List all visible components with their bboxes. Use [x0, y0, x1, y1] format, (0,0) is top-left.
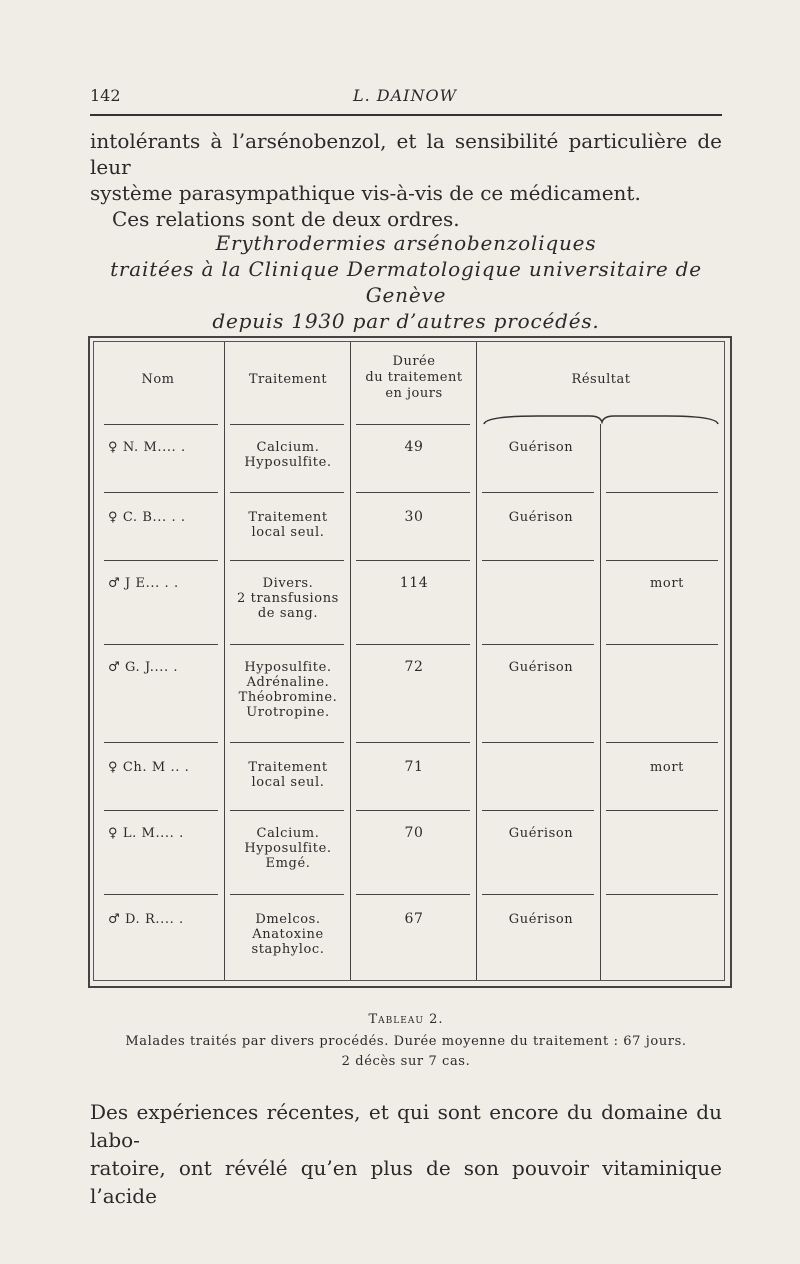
- row-separator: [606, 894, 718, 895]
- row-separator: [230, 810, 344, 811]
- cell-treatment: Calcium. Hyposulfite. Emgé.: [244, 826, 332, 871]
- row-separator: [356, 810, 470, 811]
- running-author: L. DAINOW: [352, 86, 458, 105]
- row-separator: [606, 560, 718, 561]
- row-separator: [356, 492, 470, 493]
- text-line: ratoire, ont révélé qu’en plus de son pouvoir vitaminique l’acide: [90, 1156, 722, 1208]
- row-separator: [356, 560, 470, 561]
- cell-name: ♀ Ch. M .. .: [108, 760, 190, 775]
- row-separator: [104, 424, 218, 425]
- column-divider: [350, 342, 351, 980]
- row-separator: [104, 644, 218, 645]
- header-rule: [90, 114, 722, 116]
- running-header: [90, 86, 720, 110]
- intro-paragraph: [90, 128, 722, 232]
- row-separator: [482, 894, 594, 895]
- cell-death: mort: [650, 576, 684, 591]
- cell-duration: 70: [404, 825, 424, 841]
- cell-result: Guérison: [508, 912, 574, 927]
- row-separator: [482, 644, 594, 645]
- row-separator: [230, 894, 344, 895]
- row-separator: [482, 810, 594, 811]
- cell-result: Guérison: [508, 510, 574, 525]
- heading-line: Erythrodermies arsénobenzoliques: [215, 231, 597, 255]
- row-separator: [356, 644, 470, 645]
- row-separator: [356, 742, 470, 743]
- cell-death: mort: [650, 760, 684, 775]
- cell-result: Guérison: [508, 826, 574, 841]
- cell-duration: 72: [404, 659, 424, 675]
- cell-treatment: Traitement local seul.: [248, 510, 328, 540]
- text-line: intolérants à l’arsénobenzol, et la sensibilité particulière de leur: [90, 129, 722, 179]
- cell-duration: 71: [404, 759, 424, 775]
- row-separator: [230, 492, 344, 493]
- heading-line: depuis 1930 par d’autres procédés.: [212, 309, 600, 333]
- row-separator: [104, 894, 218, 895]
- cell-name: ♀ L. M.... .: [108, 826, 184, 841]
- cell-name: ♂ G. J.... .: [108, 660, 179, 675]
- page-number: 142: [90, 86, 121, 105]
- cell-duration: 114: [399, 575, 429, 591]
- cell-duration: 30: [404, 509, 424, 525]
- cell-treatment: Calcium. Hyposulfite.: [244, 440, 332, 470]
- table-caption-line: 2 décès sur 7 cas.: [341, 1054, 471, 1069]
- row-separator: [606, 644, 718, 645]
- table-caption-title: Tableau 2.: [368, 1012, 444, 1027]
- row-separator: [230, 742, 344, 743]
- cell-treatment: Divers. 2 transfusions de sang.: [237, 576, 339, 621]
- row-separator: [104, 492, 218, 493]
- table-caption-line: Malades traités par divers procédés. Durée moyenne du traitement : 67 jours.: [125, 1034, 687, 1049]
- row-separator: [230, 560, 344, 561]
- header-result: Résultat: [571, 372, 631, 387]
- row-separator: [482, 492, 594, 493]
- text-line: système parasympathique vis-à-vis de ce médicament.: [90, 181, 641, 205]
- results-table: [88, 336, 732, 988]
- row-separator: [606, 742, 718, 743]
- column-divider: [600, 424, 601, 980]
- row-separator: [230, 644, 344, 645]
- closing-paragraph: [90, 1098, 722, 1210]
- cell-treatment: Dmelcos. Anatoxine staphyloc.: [251, 912, 325, 957]
- row-separator: [104, 810, 218, 811]
- row-separator: [482, 560, 594, 561]
- header-treatment: Traitement: [248, 372, 328, 387]
- result-brace: [478, 408, 724, 428]
- row-separator: [104, 560, 218, 561]
- row-separator: [356, 424, 470, 425]
- cell-duration: 49: [404, 439, 424, 455]
- text-line: Des expériences récentes, et qui sont encore du domaine du labo-: [90, 1100, 722, 1152]
- row-separator: [482, 742, 594, 743]
- cell-name: ♀ C. B... . .: [108, 510, 186, 525]
- text-line: Ces relations sont de deux ordres.: [112, 207, 460, 231]
- row-separator: [606, 810, 718, 811]
- column-divider: [476, 342, 477, 980]
- heading-line: traitées à la Clinique Dermatologique universitaire de Genève: [110, 257, 702, 307]
- cell-name: ♂ D. R.... .: [108, 912, 184, 927]
- header-name: Nom: [141, 372, 175, 387]
- cell-duration: 67: [404, 911, 424, 927]
- row-separator: [230, 424, 344, 425]
- cell-treatment: Traitement local seul.: [248, 760, 328, 790]
- row-separator: [606, 492, 718, 493]
- row-separator: [104, 742, 218, 743]
- cell-result: Guérison: [508, 660, 574, 675]
- cell-name: ♂ J E... . .: [108, 576, 179, 591]
- cell-name: ♀ N. M.... .: [108, 440, 186, 455]
- table-heading: [90, 230, 722, 334]
- cell-result: Guérison: [508, 440, 574, 455]
- cell-treatment: Hyposulfite. Adrénaline. Théobromine. Urotropine.: [238, 660, 338, 720]
- header-duration: Durée du traitement en jours: [365, 354, 463, 401]
- row-separator: [356, 894, 470, 895]
